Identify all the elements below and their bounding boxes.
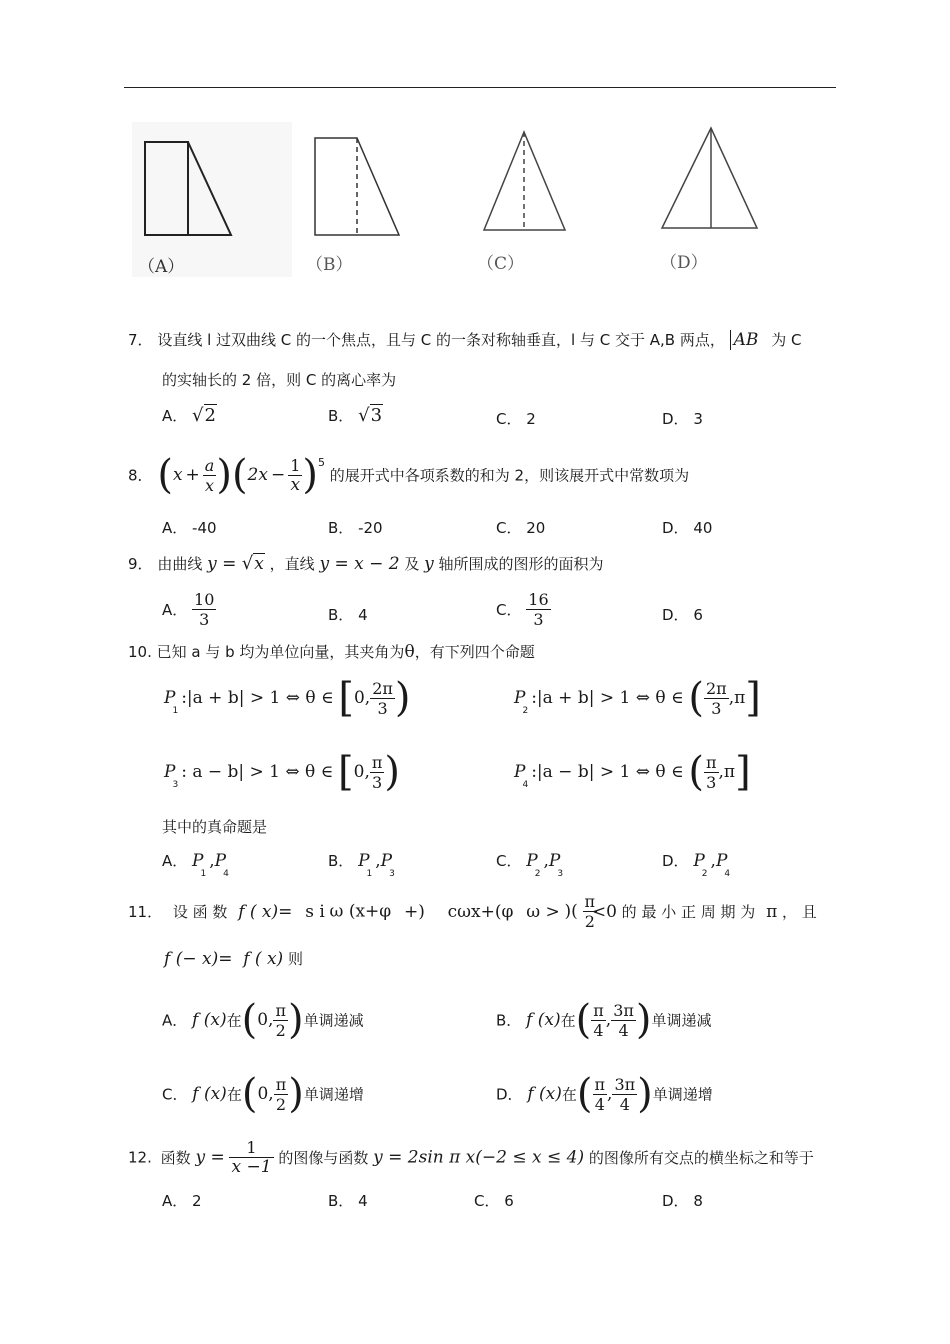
question-number: 7． — [128, 331, 153, 349]
option-a: A． $\frac{10}{3}$ — [162, 590, 215, 629]
figure-d — [662, 128, 757, 228]
option-d: D． 8 — [662, 1192, 703, 1210]
option-b: B． -20 — [328, 519, 383, 537]
question-text: 设直线 l 过双曲线 C 的一个焦点，且与 C 的一条对称轴垂直，l 与 C 交于 A,B 两点， — [157, 331, 725, 349]
proposition-p4: $P_4:|a - b| > 1$ ⇔ θ ∈ ( $\frac{\pi}{3}$ ,π] — [514, 749, 751, 795]
question-text: 为 C — [771, 331, 802, 349]
question-9: 9． 由曲线 y = √x ，直线 y = x − 2 及 y 轴所围成的图形的面积为 — [128, 553, 604, 574]
proposition-p3: $P_3$: a − b| > 1 ⇔ θ ∈ [0, $\frac{\pi}{3}$ ) — [164, 749, 401, 795]
option-d: D． 6 — [662, 606, 703, 624]
option-c: C． 6 — [474, 1192, 514, 1210]
question-number: 8． — [128, 466, 153, 485]
question-11-line2: f (− x)= f ( x) 则 — [164, 949, 303, 969]
option-d: D． f (x)在( $\frac{\pi}{4}$ , $\frac{3\pi}{4}$ )单调递增 — [496, 1071, 713, 1117]
question-number: 10. — [128, 643, 152, 661]
ab-abs: AB — [730, 330, 759, 350]
option-a: A． 2 — [162, 1192, 202, 1210]
figure-label-b: （B） — [306, 255, 353, 275]
option-c: C． $\frac{16}{3}$ — [496, 590, 549, 629]
question-number: 12. — [128, 1148, 152, 1167]
option-b: B． 4 — [328, 606, 368, 624]
option-a: A． f (x)在(0, $\frac{\pi}{2}$ )单调递减 — [162, 997, 364, 1043]
header-rule — [124, 87, 836, 88]
proposition-p2: $P_2:|a + b| > 1$ ⇔ θ ∈ ( $\frac{2\pi}{3}$ ,π] — [514, 675, 761, 721]
proposition-p1: $P_1:|a + b| > 1$ ⇔ θ ∈ [0, $\frac{2\pi}{3}$ ) — [164, 675, 411, 721]
figure-c — [484, 132, 565, 230]
figure-label-a: （A） — [138, 257, 185, 277]
question-12: 12. 函数 y = $\frac{1}{x -1}$ 的图像与函数 y = 2sin π x(−2 ≤ x ≤ 4) 的图像所有交点的横坐标之和等于 — [128, 1138, 814, 1177]
option-b: B． $P_1,P_3$ — [328, 851, 395, 879]
question-7-line2: 的实轴长的 2 倍，则 C 的离心率为 — [162, 371, 397, 389]
option-d: D． 3 — [662, 410, 703, 428]
option-a: A． $P_1,P_4$ — [162, 851, 229, 879]
question-8: 8． (x + $\frac{a}{x}$ )(2x − $\frac{1}{x}$ )$^5$ 的展开式中各项系数的和为 2，则该展开式中常数项为 — [128, 452, 690, 498]
question-number: 9． — [128, 555, 153, 573]
option-c: C． $P_2,P_3$ — [496, 851, 564, 879]
question-text: 的展开式中各项系数的和为 2，则该展开式中常数项为 — [329, 466, 690, 485]
question-10: 10. 已知 a 与 b 均为单位向量，其夹角为θ，有下列四个命题 — [128, 642, 535, 662]
option-b: B． 4 — [328, 1192, 368, 1210]
option-d: D． 40 — [662, 519, 713, 537]
option-d: D． $P_2,P_4$ — [662, 851, 731, 879]
question-number: 11． — [128, 903, 163, 921]
option-a: A． √2 — [162, 405, 216, 426]
figure-b — [315, 138, 399, 235]
option-c: C． 20 — [496, 519, 546, 537]
option-a: A． -40 — [162, 519, 217, 537]
figure-label-d: （D） — [660, 253, 708, 273]
question-7-line1 — [128, 329, 801, 350]
option-b: B． √3 — [328, 405, 383, 426]
figure-label-c: （C） — [477, 254, 525, 274]
question-11-line1: 11． 设 函 数 f ( x)= s i ω (x+φ +) cωx+(φ ω > )( $\frac{\pi}{2}$ <0 的 最 小 正 周 期 为 π ， 且 — [128, 892, 817, 931]
option-b: B． f (x)在( $\frac{\pi}{4}$ , $\frac{3\pi}{4}$ )单调递减 — [496, 997, 712, 1043]
question-10-prompt: 其中的真命题是 — [162, 818, 268, 836]
option-c: C． 2 — [496, 410, 536, 428]
option-c: C． f (x)在(0, $\frac{\pi}{2}$ )单调递增 — [162, 1071, 364, 1117]
